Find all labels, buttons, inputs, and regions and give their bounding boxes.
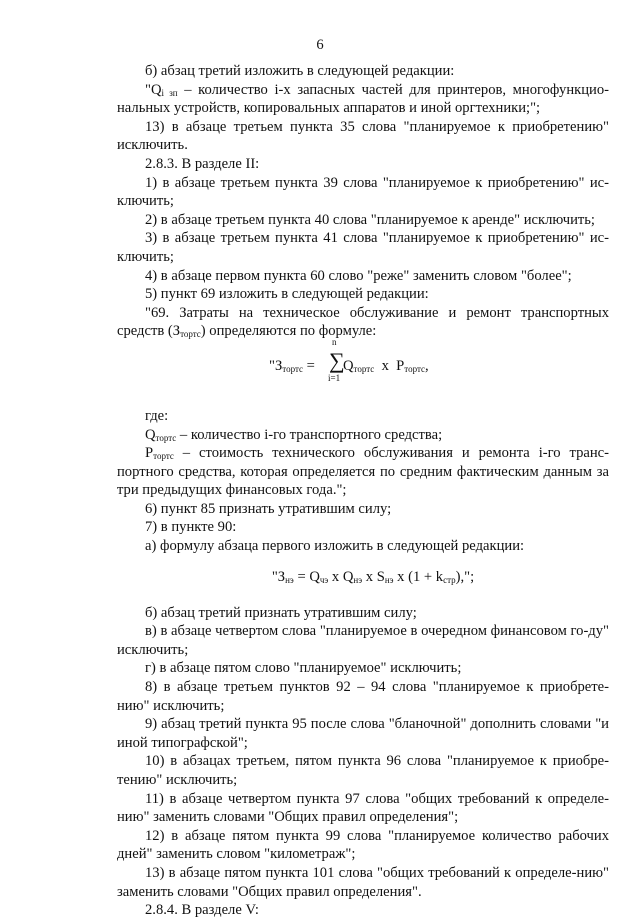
paragraph-q-item <box>117 426 609 445</box>
formula-q: Q <box>343 357 354 374</box>
paragraph: г) в абзаце пятом слово "планируемое" исключить; <box>145 660 462 677</box>
paragraph: 2) в абзаце третьем пункта 40 слова "планируемое к аренде" исключить; <box>145 211 595 228</box>
f2-eq: = Q <box>293 568 320 585</box>
paragraph: 13) в абзаце третьем пункта 35 слова "планируемое к приобретению" исключить. <box>117 118 609 154</box>
p69-sub: тортс <box>180 329 201 340</box>
q-item-rest: – количество i-го транспортного средства; <box>176 426 443 443</box>
formula-tail: , <box>425 357 429 374</box>
formula-z: "З <box>269 357 283 374</box>
formula-rhs <box>343 357 429 376</box>
formula-maintenance <box>117 336 609 394</box>
paragraph: 9) абзац третий пункта 95 после слова "бланочной" дополнить словами "и иной типографской"; <box>117 716 609 751</box>
f2-s-sub: нэ <box>384 574 394 585</box>
paragraph: 12) в абзаце пятом пункта 99 слова "планируемое количество рабочих дней" заменить словом "километраж"; <box>117 827 609 863</box>
q-rest: – количество i-х запасных частей для принтеров, многофункцио-нальных устройств, копировальных аппаратов и иной оргтехники;"; <box>117 81 609 117</box>
f2-x3: x (1 + k <box>393 568 444 585</box>
paragraph: 3) в абзаце третьем пункта 41 слова "планируемое к приобретению" ис-ключить; <box>117 230 609 265</box>
f2-z: "З <box>271 568 286 585</box>
q-open: "Q <box>145 81 162 98</box>
p-item-sub: тортс <box>153 451 174 462</box>
paragraph: 11) в абзаце четвертом пункта 97 слова "общих требований к определе-нию" заменить словами "Общих правил определения"; <box>117 790 609 826</box>
paragraph: 10) в абзацах третьем, пятом пункта 96 слова "планируемое к приобре-тению" исключить; <box>117 753 609 788</box>
paragraph: 5) пункт 69 изложить в следующей редакции: <box>145 286 429 303</box>
paragraph: б) абзац третий изложить в следующей редакции: <box>145 63 455 79</box>
p-item-symbol: P <box>145 445 154 462</box>
paragraph: 1) в абзаце третьем пункта 39 слова "планируемое к приобретению" ис-ключить; <box>117 174 609 210</box>
paragraph-where: где: <box>145 407 169 424</box>
sum-lower-limit: i=1 <box>328 372 341 383</box>
formula-times: x <box>374 357 397 374</box>
f2-x1: x Q <box>328 568 354 585</box>
f2-q2-sub: нэ <box>353 574 363 585</box>
paragraph: а) формулу абзаца первого изложить в следующей редакции: <box>145 538 525 555</box>
formula-q-sub: тортс <box>353 363 375 374</box>
p69-text: "69. Затраты на техническое обслуживание и ремонт транспортных средств (З <box>117 304 609 340</box>
f2-x2: x S <box>362 568 385 585</box>
paragraph: 13) в абзаце пятом пункта 101 слова "общих требований к определе-нию" заменить словами "Общих правил определения". <box>117 864 609 900</box>
q-item-symbol: Q <box>145 426 156 443</box>
formula-z-sub: тортс <box>282 363 304 374</box>
p69-end: ) определяются по формуле: <box>200 323 377 340</box>
sum-upper-limit: n <box>332 336 337 347</box>
formula-p: P <box>396 357 405 374</box>
paragraph-69 <box>117 304 609 341</box>
formula-p-sub: тортс <box>404 363 426 374</box>
formula-energy <box>117 568 609 592</box>
q-item-sub: тортс <box>155 432 177 443</box>
paragraph: б) абзац третий признать утратившим силу; <box>145 604 417 621</box>
f2-k-sub: стр <box>443 574 456 585</box>
section-heading: 2.8.4. В разделе V: <box>145 902 259 919</box>
document-body <box>117 62 609 920</box>
f2-z-sub: нэ <box>285 574 294 585</box>
f2-end: ),"; <box>455 568 475 585</box>
paragraph: в) в абзаце четвертом слова "планируемое в очередном финансовом го-ду" исключить; <box>117 623 609 658</box>
paragraph: 7) в пункте 90: <box>145 519 237 536</box>
paragraph: 8) в абзаце третьем пунктов 92 – 94 слова "планируемое к приобрете-нию" исключить; <box>117 679 609 714</box>
formula-lhs <box>269 357 315 376</box>
paragraph-p-item <box>117 444 609 500</box>
paragraph: 4) в абзаце первом пункта 60 слово "реже" заменить словом "более"; <box>145 267 572 284</box>
p-item-rest: – стоимость технического обслуживания и ремонта i-го транс-портного средства, которая определяется по средним фактическим данным за три предыдущих финансовых года."; <box>117 445 609 499</box>
q-sub: i зп <box>161 87 178 98</box>
page-number: 6 <box>316 37 324 53</box>
f2-q-sub: чэ <box>319 574 329 585</box>
paragraph-q-definition <box>117 81 609 118</box>
section-heading: 2.8.3. В разделе II: <box>145 155 260 172</box>
paragraph: 6) пункт 85 признать утратившим силу; <box>145 500 392 517</box>
sum-sign: ∑ <box>329 347 345 373</box>
formula-eq: = <box>303 357 315 374</box>
